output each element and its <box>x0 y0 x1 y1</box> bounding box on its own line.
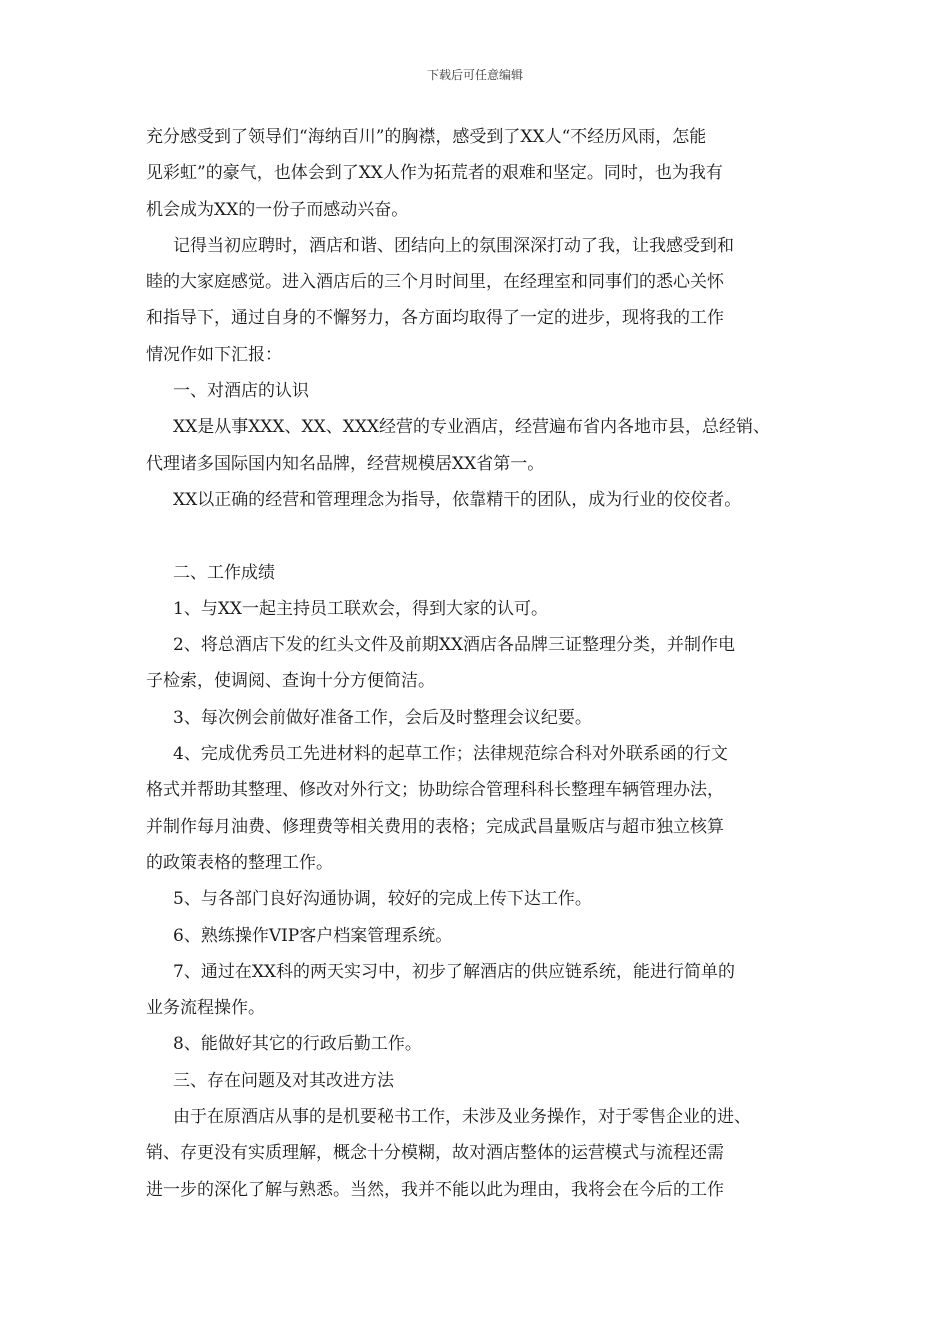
paragraph-line: 机会成为XX的一份子而感动兴奋。 <box>146 199 409 220</box>
paragraph-line: 格式并帮助其整理、修改对外行文；协助综合管理科科长整理车辆管理办法， <box>146 780 724 801</box>
section-heading: 三、存在问题及对其改进方法 <box>173 1070 394 1091</box>
list-item: 6、熟练操作VIP客户档案管理系统。 <box>173 925 453 946</box>
list-item: 5、与各部门良好沟通协调，较好的完成上传下达工作。 <box>173 889 592 910</box>
paragraph-line: 由于在原酒店从事的是机要秘书工作，未涉及业务操作，对于零售企业的进、 <box>173 1107 751 1128</box>
paragraph-line: XX是从事XXX、XX、XXX经营的专业酒店，经营遍布省内各地市县，总经销、 <box>173 417 771 438</box>
document-body <box>146 119 826 1208</box>
paragraph-line: 情况作如下汇报： <box>146 344 282 365</box>
paragraph-line: 代理诸多国际国内知名品牌，经营规模居XX省第一。 <box>146 453 545 474</box>
paragraph-line: 睦的大家庭感觉。进入酒店后的三个月时间里，在经理室和同事们的悉心关怀 <box>146 272 724 293</box>
paragraph-line: 记得当初应聘时，酒店和谐、团结向上的氛围深深打动了我，让我感受到和 <box>173 235 734 256</box>
list-item: 3、每次例会前做好准备工作，会后及时整理会议纪要。 <box>173 707 592 728</box>
paragraph-line: 见彩虹”的豪气，也体会到了XX人作为拓荒者的艰难和坚定。同时，也为我有 <box>146 163 723 184</box>
paragraph-line: 的政策表格的整理工作。 <box>146 852 333 873</box>
paragraph-line: 进一步的深化了解与熟悉。当然，我并不能以此为理由，我将会在今后的工作 <box>146 1179 724 1200</box>
list-item: 8、能做好其它的行政后勤工作。 <box>173 1034 422 1055</box>
paragraph-line: 充分感受到了领导们“海纳百川”的胸襟，感受到了XX人“不经历风雨，怎能 <box>146 127 707 147</box>
blank-line <box>146 518 826 554</box>
paragraph-line: 子检索，使调阅、查询十分方便简洁。 <box>146 671 435 692</box>
list-item: 7、通过在XX科的两天实习中，初步了解酒店的供应链系统，能进行简单的 <box>173 961 736 982</box>
paragraph-line: 业务流程操作。 <box>146 998 265 1019</box>
paragraph-line: 销、存更没有实质理解，概念十分模糊，故对酒店整体的运营模式与流程还需 <box>146 1143 724 1164</box>
list-item: 1、与XX一起主持员工联欢会，得到大家的认可。 <box>173 598 549 619</box>
paragraph-line: 并制作每月油费、修理费等相关费用的表格；完成武昌量贩店与超市独立核算 <box>146 816 724 837</box>
paragraph-line: 和指导下，通过自身的不懈努力，各方面均取得了一定的进步，现将我的工作 <box>146 308 724 329</box>
page-header: 下载后可任意编辑 <box>426 68 523 82</box>
list-item: 4、完成优秀员工先进材料的起草工作；法律规范综合科对外联系函的行文 <box>173 744 728 765</box>
paragraph-line: XX以正确的经营和管理理念为指导，依靠精干的团队，成为行业的佼佼者。 <box>173 489 742 510</box>
list-item: 2、将总酒店下发的红头文件及前期XX酒店各品牌三证整理分类，并制作电 <box>173 635 736 656</box>
section-heading: 一、对酒店的认识 <box>173 381 309 402</box>
section-heading: 二、工作成绩 <box>173 562 275 583</box>
